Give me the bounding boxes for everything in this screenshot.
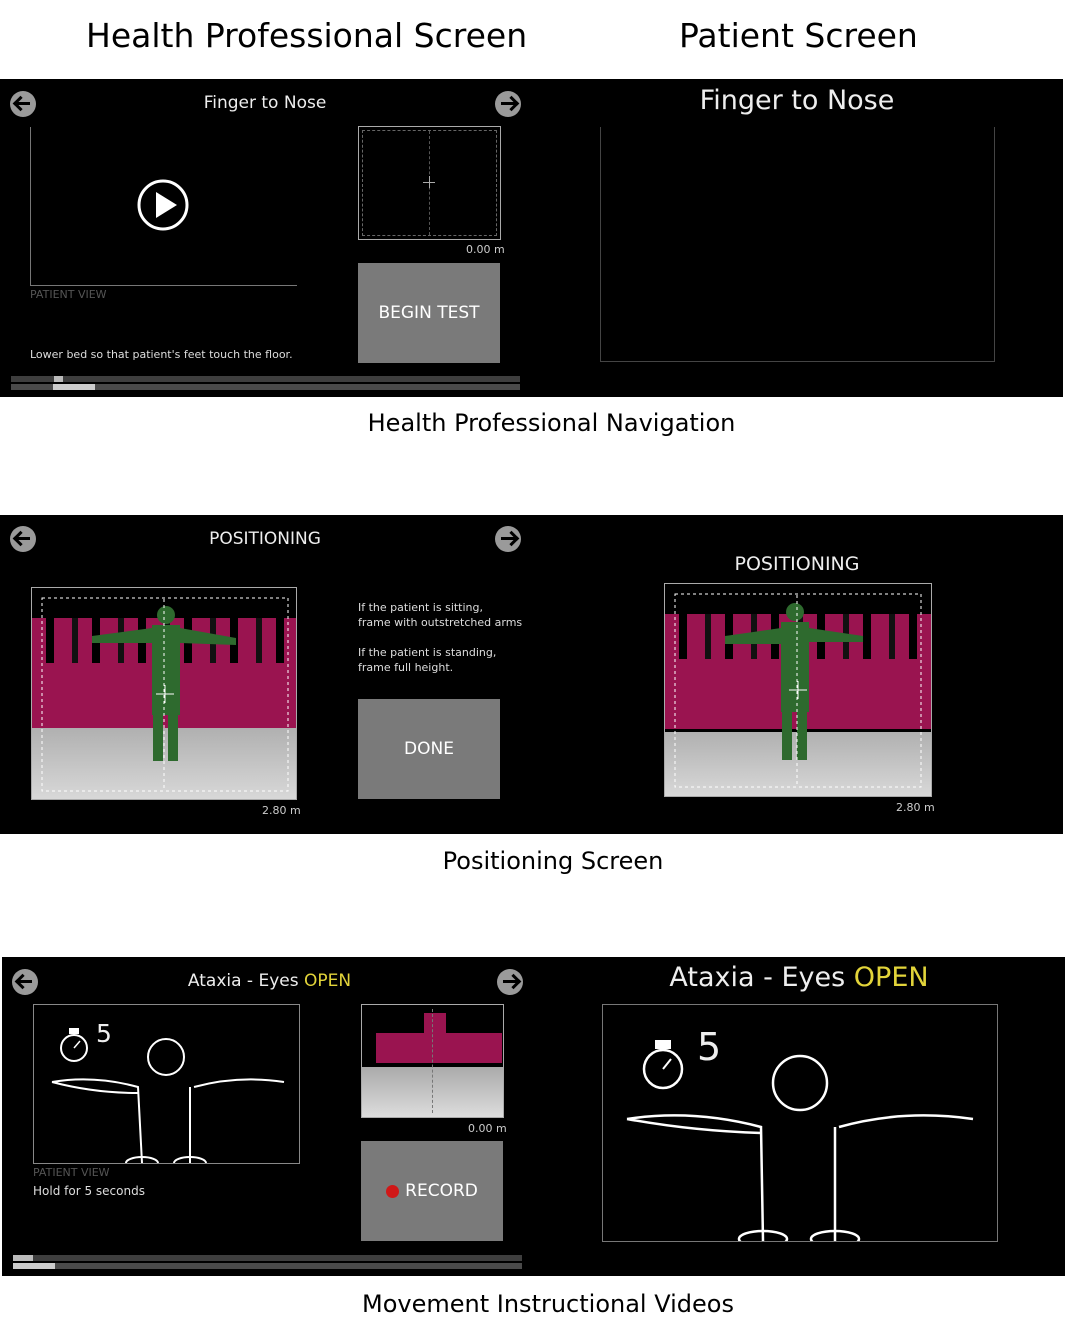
figure-drawing bbox=[603, 1005, 997, 1241]
header-patient: Patient Screen bbox=[679, 16, 918, 55]
patient-title-prefix: Ataxia - Eyes bbox=[669, 962, 854, 993]
instruction-text: Lower bed so that patient's feet touch the floor. bbox=[30, 348, 293, 361]
done-button[interactable]: DONE bbox=[358, 699, 500, 799]
instruction-standing-2: frame full height. bbox=[358, 661, 454, 674]
depth-camera-view bbox=[31, 587, 297, 800]
patient-silhouette bbox=[665, 584, 931, 796]
patient-title bbox=[602, 962, 996, 993]
patient-depth-view bbox=[664, 583, 932, 797]
progress-bar[interactable] bbox=[11, 376, 520, 392]
distance-readout: 0.00 m bbox=[468, 1122, 507, 1135]
movement-video-panel bbox=[2, 957, 1065, 1276]
patient-video-area bbox=[600, 127, 995, 362]
record-button-label: RECORD bbox=[405, 1181, 478, 1201]
hp-title bbox=[2, 971, 537, 991]
camera-preview bbox=[358, 126, 501, 240]
positioning-panel bbox=[0, 515, 1063, 834]
patient-instruction-video bbox=[602, 1004, 998, 1242]
hp-title-highlight: OPEN bbox=[303, 971, 352, 991]
begin-test-button[interactable]: BEGIN TEST bbox=[358, 263, 500, 363]
patient-title: POSITIONING bbox=[734, 553, 860, 575]
caption-navigation: Health Professional Navigation bbox=[367, 409, 736, 437]
patient-view-label: PATIENT VIEW bbox=[33, 1166, 110, 1179]
stopwatch-icon bbox=[644, 1040, 682, 1088]
hp-title: Finger to Nose bbox=[203, 93, 327, 113]
forward-arrow-icon[interactable] bbox=[497, 969, 523, 995]
patient-distance-readout: 2.80 m bbox=[896, 801, 935, 814]
header-health-professional: Health Professional Screen bbox=[86, 16, 528, 55]
patient-silhouette bbox=[32, 588, 296, 799]
forward-arrow-icon[interactable] bbox=[495, 526, 521, 552]
caption-movement: Movement Instructional Videos bbox=[362, 1290, 734, 1318]
forward-arrow-icon[interactable] bbox=[495, 91, 521, 117]
patient-title-highlight: OPEN bbox=[853, 962, 929, 993]
camera-preview bbox=[361, 1004, 504, 1118]
progress-bar[interactable] bbox=[13, 1255, 522, 1271]
record-button[interactable] bbox=[361, 1141, 503, 1241]
patient-timer-count: 5 bbox=[697, 1025, 722, 1069]
instruction-video-frame bbox=[33, 1004, 300, 1164]
hp-title: POSITIONING bbox=[209, 529, 321, 549]
hp-title-prefix: Ataxia - Eyes bbox=[187, 971, 304, 991]
patient-view-label: PATIENT VIEW bbox=[30, 288, 107, 301]
instruction-text: Hold for 5 seconds bbox=[33, 1184, 145, 1198]
caption-positioning: Positioning Screen bbox=[442, 847, 664, 875]
stopwatch-icon bbox=[61, 1028, 87, 1061]
patient-title: Finger to Nose bbox=[699, 85, 895, 116]
instruction-standing-1: If the patient is standing, bbox=[358, 646, 497, 659]
instruction-sitting-2: frame with outstretched arms bbox=[358, 616, 523, 629]
play-icon[interactable] bbox=[137, 179, 189, 231]
timer-count: 5 bbox=[96, 1019, 112, 1048]
distance-readout: 2.80 m bbox=[262, 804, 301, 817]
instruction-sitting-1: If the patient is sitting, bbox=[358, 601, 484, 614]
figure-drawing bbox=[34, 1005, 299, 1163]
record-dot-icon bbox=[386, 1185, 399, 1198]
distance-readout: 0.00 m bbox=[466, 243, 505, 256]
nav-screens-panel bbox=[0, 79, 1063, 397]
